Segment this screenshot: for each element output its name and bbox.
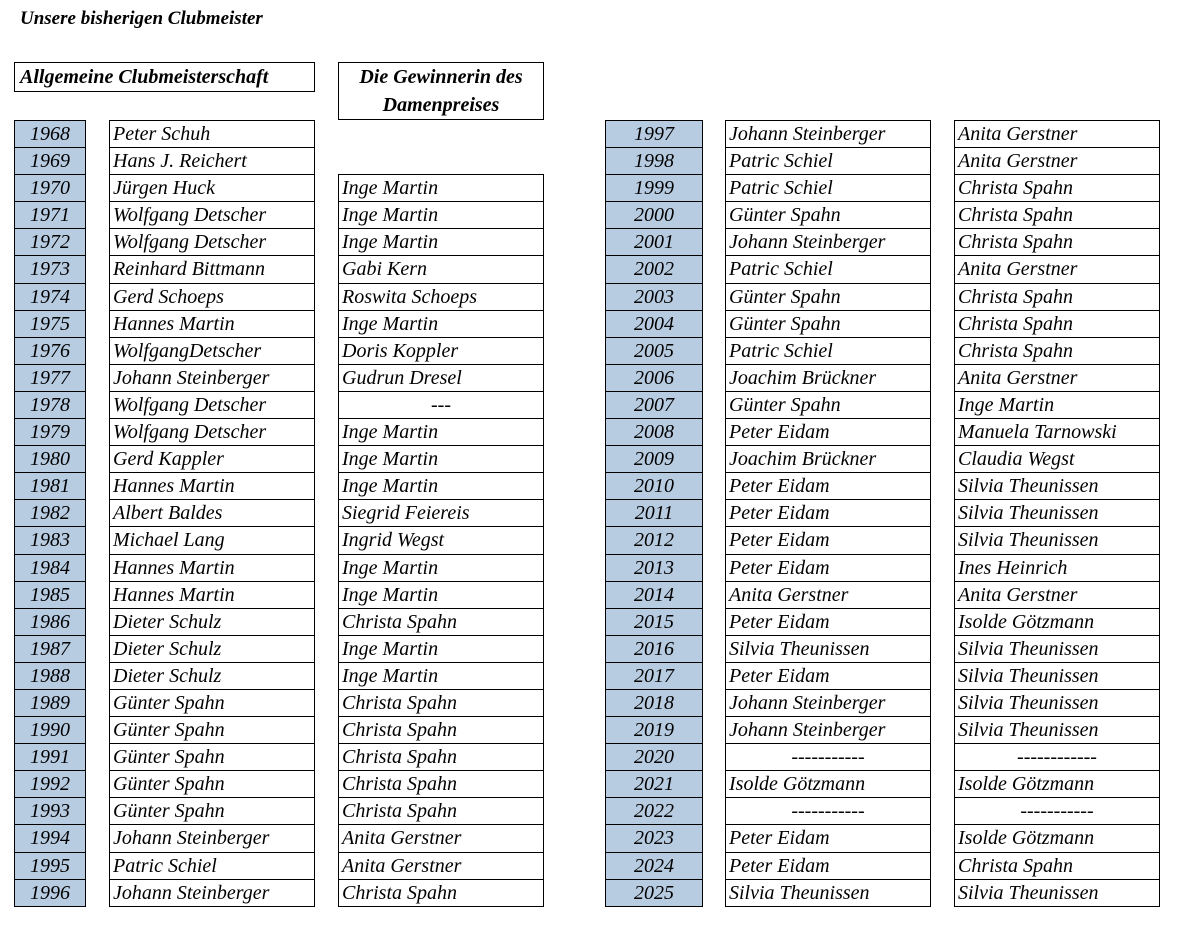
year-cell: 1968: [14, 120, 86, 148]
year-cell: 1990: [14, 716, 86, 744]
ladies-winner-cell: Christa Spahn: [954, 283, 1160, 311]
ladies-winner-cell: Inge Martin: [338, 174, 544, 202]
year-cell: 2008: [605, 418, 703, 446]
ladies-winner-cell: Christa Spahn: [954, 228, 1160, 256]
year-cell: 1998: [605, 147, 703, 175]
year-cell: 1983: [14, 526, 86, 554]
ladies-winner-cell: -----------: [954, 797, 1160, 825]
champion-cell: Günter Spahn: [725, 201, 931, 229]
ladies-winner-cell: Inge Martin: [338, 662, 544, 690]
champion-cell: Peter Schuh: [109, 120, 315, 148]
year-cell: 1981: [14, 472, 86, 500]
champion-cell: Joachim Brückner: [725, 364, 931, 392]
ladies-winner-cell: Christa Spahn: [338, 743, 544, 771]
ladies-winner-cell: Christa Spahn: [954, 174, 1160, 202]
ladies-winner-cell: Inge Martin: [338, 445, 544, 473]
ladies-winner-cell: Inge Martin: [338, 635, 544, 663]
year-cell: 2021: [605, 770, 703, 798]
year-cell: 2014: [605, 581, 703, 609]
year-cell: 2019: [605, 716, 703, 744]
ladies-winner-cell: Silvia Theunissen: [954, 526, 1160, 554]
ladies-winner-cell: ------------: [954, 743, 1160, 771]
year-cell: 2012: [605, 526, 703, 554]
year-cell: 1976: [14, 337, 86, 365]
year-cell: 1989: [14, 689, 86, 717]
champion-cell: Günter Spahn: [109, 689, 315, 717]
year-cell: 1997: [605, 120, 703, 148]
year-cell: 2004: [605, 310, 703, 338]
year-cell: 1980: [14, 445, 86, 473]
champion-cell: Peter Eidam: [725, 608, 931, 636]
champion-cell: Joachim Brückner: [725, 445, 931, 473]
ladies-winner-cell: Isolde Götzmann: [954, 608, 1160, 636]
header-general-championship: [14, 62, 315, 92]
ladies-winner-cell: [338, 147, 544, 175]
year-cell: 1994: [14, 824, 86, 852]
champion-cell: Michael Lang: [109, 526, 315, 554]
ladies-winner-cell: Anita Gerstner: [954, 581, 1160, 609]
year-cell: 1999: [605, 174, 703, 202]
ladies-winner-cell: Gabi Kern: [338, 255, 544, 283]
champion-cell: Peter Eidam: [725, 662, 931, 690]
champion-cell: Peter Eidam: [725, 418, 931, 446]
header-ladies-line1: Die Gewinnerin des: [359, 66, 523, 88]
ladies-winner-cell: Inge Martin: [338, 310, 544, 338]
ladies-winner-cell: Inge Martin: [338, 554, 544, 582]
years-column-left: [14, 120, 86, 907]
champion-cell: Patric Schiel: [725, 255, 931, 283]
champion-cell: Hannes Martin: [109, 581, 315, 609]
champion-cell: Johann Steinberger: [725, 228, 931, 256]
header-ladies-prize: [338, 62, 544, 120]
header-general-label: Allgemeine Clubmeisterschaft: [20, 66, 269, 88]
ladies-winner-cell: Christa Spahn: [338, 689, 544, 717]
year-cell: 1979: [14, 418, 86, 446]
ladies-winner-cell: Christa Spahn: [954, 201, 1160, 229]
header-ladies-label: [359, 63, 522, 119]
year-cell: 1973: [14, 255, 86, 283]
ladies-winner-cell: Anita Gerstner: [338, 852, 544, 880]
champion-cell: Gerd Schoeps: [109, 283, 315, 311]
ladies-winner-cell: Manuela Tarnowski: [954, 418, 1160, 446]
ladies-winner-cell: Silvia Theunissen: [954, 689, 1160, 717]
ladies-winner-cell: Roswita Schoeps: [338, 283, 544, 311]
year-cell: 2023: [605, 824, 703, 852]
champion-cell: Jürgen Huck: [109, 174, 315, 202]
ladies-column-left: [338, 120, 544, 907]
champion-cell: Hannes Martin: [109, 554, 315, 582]
champion-cell: Peter Eidam: [725, 472, 931, 500]
year-cell: 1975: [14, 310, 86, 338]
year-cell: 1985: [14, 581, 86, 609]
year-cell: 1988: [14, 662, 86, 690]
champion-cell: Silvia Theunissen: [725, 635, 931, 663]
year-cell: 1977: [14, 364, 86, 392]
champion-cell: Wolfgang Detscher: [109, 201, 315, 229]
ladies-winner-cell: Ines Heinrich: [954, 554, 1160, 582]
year-cell: 1995: [14, 852, 86, 880]
ladies-winner-cell: Isolde Götzmann: [954, 824, 1160, 852]
champion-cell: Johann Steinberger: [725, 689, 931, 717]
year-cell: 1971: [14, 201, 86, 229]
year-cell: 2013: [605, 554, 703, 582]
ladies-winner-cell: Anita Gerstner: [954, 147, 1160, 175]
champion-cell: Hannes Martin: [109, 472, 315, 500]
ladies-winner-cell: Christa Spahn: [338, 716, 544, 744]
champion-cell: -----------: [725, 743, 931, 771]
champion-cell: Günter Spahn: [725, 310, 931, 338]
ladies-winner-cell: Silvia Theunissen: [954, 662, 1160, 690]
champion-cell: Johann Steinberger: [109, 879, 315, 907]
champion-cell: Wolfgang Detscher: [109, 228, 315, 256]
year-cell: 1991: [14, 743, 86, 771]
ladies-winner-cell: Silvia Theunissen: [954, 879, 1160, 907]
ladies-winner-cell: Inge Martin: [338, 201, 544, 229]
year-cell: 2022: [605, 797, 703, 825]
champion-cell: Dieter Schulz: [109, 635, 315, 663]
year-cell: 2007: [605, 391, 703, 419]
ladies-winner-cell: Inge Martin: [338, 418, 544, 446]
ladies-winner-cell: Silvia Theunissen: [954, 499, 1160, 527]
champion-cell: Günter Spahn: [725, 391, 931, 419]
year-cell: 2009: [605, 445, 703, 473]
champion-cell: Hannes Martin: [109, 310, 315, 338]
champions-column-right: [725, 120, 931, 907]
year-cell: 1986: [14, 608, 86, 636]
ladies-winner-cell: [338, 120, 544, 148]
year-cell: 1969: [14, 147, 86, 175]
champion-cell: Dieter Schulz: [109, 608, 315, 636]
champion-cell: Peter Eidam: [725, 499, 931, 527]
champion-cell: Silvia Theunissen: [725, 879, 931, 907]
year-cell: 2017: [605, 662, 703, 690]
champion-cell: Peter Eidam: [725, 852, 931, 880]
champion-cell: Reinhard Bittmann: [109, 255, 315, 283]
ladies-winner-cell: Christa Spahn: [338, 797, 544, 825]
year-cell: 1974: [14, 283, 86, 311]
ladies-winner-cell: Siegrid Feiereis: [338, 499, 544, 527]
year-cell: 2024: [605, 852, 703, 880]
years-column-right: [605, 120, 703, 907]
champion-cell: Peter Eidam: [725, 526, 931, 554]
ladies-winner-cell: Anita Gerstner: [954, 255, 1160, 283]
year-cell: 1970: [14, 174, 86, 202]
champion-cell: Günter Spahn: [109, 797, 315, 825]
year-cell: 1993: [14, 797, 86, 825]
champion-cell: Patric Schiel: [725, 147, 931, 175]
year-cell: 1978: [14, 391, 86, 419]
champion-cell: Johann Steinberger: [725, 716, 931, 744]
champion-cell: Günter Spahn: [109, 716, 315, 744]
year-cell: 1992: [14, 770, 86, 798]
ladies-winner-cell: Christa Spahn: [338, 608, 544, 636]
champion-cell: Hans J. Reichert: [109, 147, 315, 175]
ladies-winner-cell: Claudia Wegst: [954, 445, 1160, 473]
year-cell: 2015: [605, 608, 703, 636]
champion-cell: Patric Schiel: [725, 174, 931, 202]
year-cell: 2018: [605, 689, 703, 717]
year-cell: 2016: [605, 635, 703, 663]
champion-cell: Günter Spahn: [109, 743, 315, 771]
ladies-winner-cell: Ingrid Wegst: [338, 526, 544, 554]
ladies-winner-cell: Silvia Theunissen: [954, 635, 1160, 663]
champions-column-left: [109, 120, 315, 907]
champion-cell: Johann Steinberger: [725, 120, 931, 148]
ladies-winner-cell: ---: [338, 391, 544, 419]
ladies-winner-cell: Anita Gerstner: [338, 824, 544, 852]
year-cell: 1987: [14, 635, 86, 663]
champion-cell: Peter Eidam: [725, 554, 931, 582]
ladies-winner-cell: Anita Gerstner: [954, 364, 1160, 392]
ladies-winner-cell: Christa Spahn: [338, 879, 544, 907]
ladies-winner-cell: Inge Martin: [338, 581, 544, 609]
champion-cell: Albert Baldes: [109, 499, 315, 527]
year-cell: 2003: [605, 283, 703, 311]
champion-cell: Günter Spahn: [725, 283, 931, 311]
ladies-winner-cell: Christa Spahn: [954, 310, 1160, 338]
ladies-winner-cell: Inge Martin: [338, 228, 544, 256]
ladies-winner-cell: Gudrun Dresel: [338, 364, 544, 392]
champion-cell: Anita Gerstner: [725, 581, 931, 609]
year-cell: 2002: [605, 255, 703, 283]
ladies-winner-cell: Christa Spahn: [954, 852, 1160, 880]
year-cell: 1996: [14, 879, 86, 907]
champion-cell: WolfgangDetscher: [109, 337, 315, 365]
page-title: Unsere bisherigen Clubmeister: [20, 8, 263, 29]
ladies-winner-cell: Inge Martin: [338, 472, 544, 500]
champion-cell: -----------: [725, 797, 931, 825]
ladies-column-right: [954, 120, 1160, 907]
champion-cell: Isolde Götzmann: [725, 770, 931, 798]
year-cell: 2025: [605, 879, 703, 907]
champion-cell: Johann Steinberger: [109, 364, 315, 392]
ladies-winner-cell: Christa Spahn: [338, 770, 544, 798]
year-cell: 1982: [14, 499, 86, 527]
year-cell: 2005: [605, 337, 703, 365]
champion-cell: Johann Steinberger: [109, 824, 315, 852]
champion-cell: Peter Eidam: [725, 824, 931, 852]
champion-cell: Patric Schiel: [109, 852, 315, 880]
year-cell: 2001: [605, 228, 703, 256]
year-cell: 2010: [605, 472, 703, 500]
ladies-winner-cell: Silvia Theunissen: [954, 472, 1160, 500]
ladies-winner-cell: Silvia Theunissen: [954, 716, 1160, 744]
year-cell: 1984: [14, 554, 86, 582]
year-cell: 2011: [605, 499, 703, 527]
ladies-winner-cell: Doris Koppler: [338, 337, 544, 365]
header-ladies-line2: Damenpreises: [382, 94, 500, 116]
ladies-winner-cell: Christa Spahn: [954, 337, 1160, 365]
ladies-winner-cell: Isolde Götzmann: [954, 770, 1160, 798]
champion-cell: Patric Schiel: [725, 337, 931, 365]
champion-cell: Günter Spahn: [109, 770, 315, 798]
year-cell: 2006: [605, 364, 703, 392]
champion-cell: Dieter Schulz: [109, 662, 315, 690]
champion-cell: Wolfgang Detscher: [109, 418, 315, 446]
champion-cell: Gerd Kappler: [109, 445, 315, 473]
year-cell: 2020: [605, 743, 703, 771]
champion-cell: Wolfgang Detscher: [109, 391, 315, 419]
year-cell: 2000: [605, 201, 703, 229]
ladies-winner-cell: Anita Gerstner: [954, 120, 1160, 148]
ladies-winner-cell: Inge Martin: [954, 391, 1160, 419]
year-cell: 1972: [14, 228, 86, 256]
